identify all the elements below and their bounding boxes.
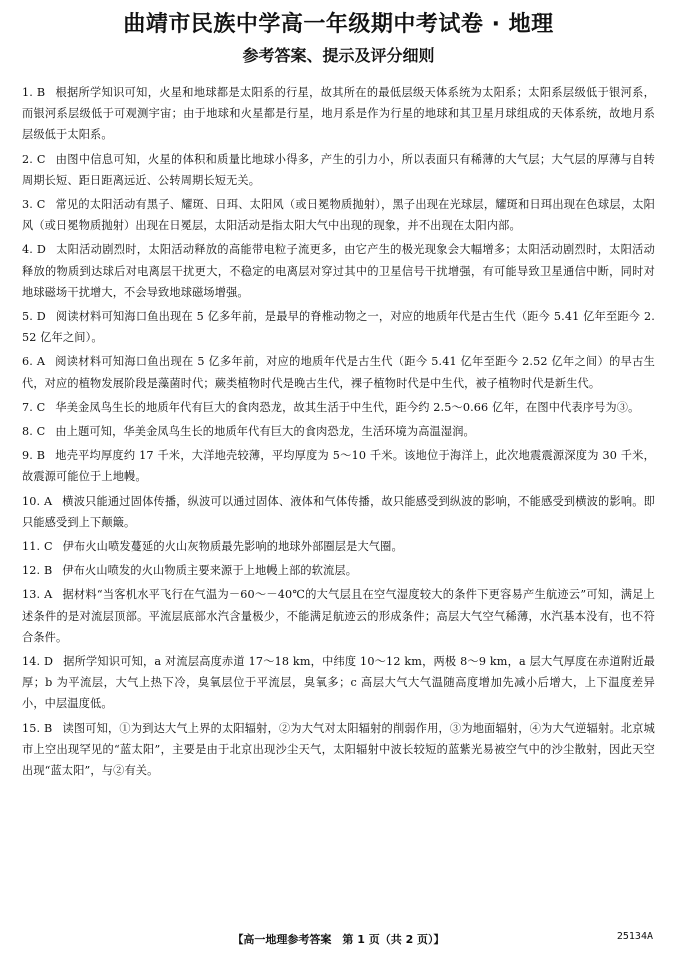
answer-number: 5. D: [22, 310, 46, 324]
answer-item: [22, 491, 655, 533]
answer-item: [22, 445, 655, 487]
page-subtitle: 参考答案、提示及评分细则: [242, 46, 435, 65]
answer-item: [22, 194, 655, 236]
answer-number: 7. C: [22, 400, 46, 414]
answer-explanation: 阅读材料可知海口鱼出现在 5 亿多年前，是最早的脊椎动物之一，对应的地质年代是古生代（距今 5.41 亿年至距今 2.52 亿年之间）。: [22, 310, 655, 345]
answer-number: 11. C: [22, 540, 53, 554]
answer-explanation: 据所学知识可知，a 对流层高度赤道 17～18 km，中纬度 10～12 km，两极 8～9 km，a 层大气厚度在赤道附近最厚；b 为平流层，大气上热下冷，臭氧层位于平流层，臭氧多；c 高层大气大气温随高度增加先减小后增大，上下温度差异小，中层温度低。: [22, 655, 655, 711]
answer-explanation: 由图中信息可知，火星的体积和质量比地球小得多，产生的引力小，所以表面只有稀薄的大气层；大气层的厚薄与自转周期长短、距日距离远近、公转周期长短无关。: [22, 152, 656, 187]
page-footer: [0, 931, 677, 947]
answer-item: [22, 397, 655, 418]
answer-item: [22, 351, 655, 393]
answer-number: 15. B: [22, 721, 53, 735]
answer-item: [22, 560, 655, 581]
footer-document-code: 25134A: [616, 931, 653, 942]
answer-explanation: 根据所学知识可知，火星和地球都是太阳系的行星，故其所在的最低层级天体系统为太阳系；太阳系层级低于银河系，而银河系层级低于可观测宇宙；由于地球和火星都是行星，地月系是作为行星的地球和其卫星月球组成的天体系统，故地月系层级低于太阳系。: [22, 86, 655, 142]
answer-number: 1. B: [22, 86, 46, 99]
answer-explanation: 据材料“当客机水平飞行在气温为－60～－40℃的大气层且在空气湿度较大的条件下更容易产生航迹云”可知，满足上述条件的是对流层顶部。平流层底部水汽含量极少，不能满足航迹云的形成条件；高层大气空气稀薄，水汽基本没有，也不符合条件。: [22, 588, 655, 644]
answer-number: 14. D: [22, 655, 54, 669]
answer-explanation: 华美金凤鸟生长的地质年代有巨大的食肉恐龙，故其生活于中生代，距今约 2.5～0.66 亿年，在图中代表序号为③。: [55, 400, 640, 414]
answer-item: [22, 239, 655, 303]
answer-item: [22, 584, 655, 648]
answer-item: [22, 536, 655, 557]
answer-explanation: 阅读材料可知海口鱼出现在 5 亿多年前，对应的地质年代是古生代（距今 5.41 亿年至距今 2.52 亿年之间）的早古生代，对应的植物发展阶段是藻菌时代；蕨类植物时代是晚古生代，裸子植物时代是中生代，被子植物时代是新生代。: [22, 355, 655, 390]
answer-explanation: 太阳活动剧烈时，太阳活动释放的高能带电粒子流更多，由它产生的极光现象会大幅增多；太阳活动剧烈时，太阳活动释放的物质到达球后对电离层干扰更大，不稳定的电离层对穿过其中的卫星信号干扰增强，有可能导致卫星通信中断，同时对地球磁场干扰增大，不会导致地球磁场增强。: [22, 243, 655, 299]
answer-number: 10. A: [22, 494, 53, 508]
answer-item: [22, 651, 655, 715]
answer-number: 2. C: [22, 152, 46, 166]
answer-item: [22, 149, 655, 191]
answer-number: 12. B: [22, 564, 53, 578]
answer-list: [22, 82, 655, 781]
answer-item: [22, 306, 655, 348]
answer-number: 6. A: [22, 355, 46, 369]
answer-number: 9. B: [22, 449, 46, 463]
answer-explanation: 伊布火山喷发蔓延的火山灰物质最先影响的地球外部圈层是大气圈。: [62, 540, 403, 554]
answer-explanation: 伊布火山喷发的火山物质主要来源于上地幔上部的软流层。: [62, 564, 358, 578]
answer-item: [22, 82, 655, 146]
answer-explanation: 读图可知，①为到达大气上界的太阳辐射，②为大气对太阳辐射的削弱作用，③为地面辐射，④为大气逆辐射。北京城市上空出现罕见的“蓝太阳”，主要是由于北京出现沙尘天气，太阳辐射中波长较短的蓝紫光易被空气中的沙尘散射，因此天空出现“蓝太阳”，与②有关。: [22, 721, 655, 778]
answer-explanation: 由上题可知，华美金凤鸟生长的地质年代有巨大的食肉恐龙，生活环境为高温湿润。: [55, 425, 475, 439]
answer-explanation: 横波只能通过固体传播，纵波可以通过固体、液体和气体传播，故只能感受到纵波的影响，不能感受到横波的影响。即只能感受到上下颠簸。: [22, 494, 655, 529]
answer-number: 13. A: [22, 588, 53, 602]
answer-item: [22, 718, 655, 782]
answer-item: [22, 421, 655, 442]
answer-explanation: 地壳平均厚度约 17 千米，大洋地壳较薄，平均厚度为 5～10 千米。该地位于海洋上，此次地震震源深度为 30 千米，故震源可能位于上地幔。: [22, 449, 655, 484]
answer-explanation: 常见的太阳活动有黑子、耀斑、日珥、太阳风（或日冕物质抛射），黑子出现在光球层，耀斑和日珥出现在色球层，太阳风（或日冕物质抛射）出现在日冕层，太阳活动是指太阳大气中出现的现象，并不出现在太阳内部。: [22, 198, 656, 233]
answer-number: 3. C: [22, 198, 46, 212]
answer-number: 8. C: [22, 425, 46, 439]
footer-page-label: 【高一地理参考答案 第 1 页（共 2 页）】: [232, 933, 445, 946]
answer-number: 4. D: [22, 243, 46, 257]
page-title: 曲靖市民族中学高一年级期中考试卷 · 地理: [123, 12, 554, 37]
